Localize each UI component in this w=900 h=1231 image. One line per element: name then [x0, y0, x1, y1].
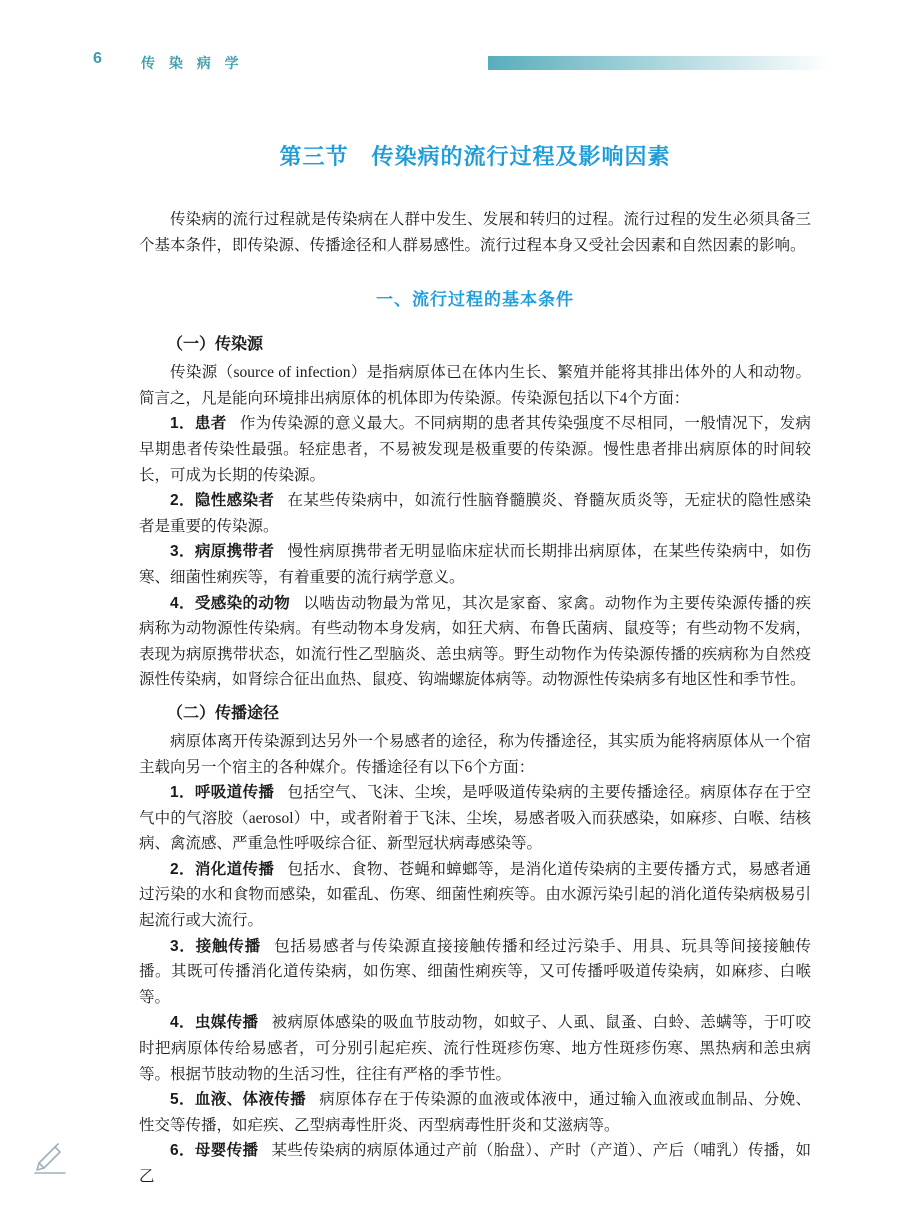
item-label: 4．虫媒传播: [170, 1014, 259, 1032]
item-text: 包括空气、飞沫、尘埃，是呼吸道传染病的主要传播途径。病原体存在于空气中的气溶胶（aerosol）中，或者附着于飞沫、尘埃，易感者吸入而获感染，如麻疹、白喉、结核病、禽流感、严重急性呼吸综合征、新型冠状病毒感染等。: [139, 784, 811, 853]
numbered-item: [139, 1087, 811, 1138]
item-label: 6．母婴传播: [170, 1142, 259, 1160]
numbered-item: [139, 539, 811, 590]
subsection-heading: 一、流行过程的基本条件: [376, 290, 574, 310]
section-title: 第三节 传染病的流行过程及影响因素: [279, 144, 671, 169]
item-label: 3．病原携带者: [170, 543, 275, 561]
numbered-item: [139, 591, 811, 693]
numbered-item: [139, 857, 811, 934]
item-label: 4．受感染的动物: [170, 594, 291, 612]
header-gradient-band: [488, 56, 832, 70]
numbered-item: [139, 1138, 811, 1189]
page-number: 6: [93, 50, 102, 67]
part2-lead-paragraph: 病原体离开传染源到达另外一个易感者的途径，称为传播途径，其实质为能将病原体从一个宿主载向另一个宿主的各种媒介。传播途径有以下6个方面：: [139, 732, 811, 776]
page-content: [139, 140, 811, 1190]
item-label: 5．血液、体液传播: [170, 1091, 307, 1109]
item-label: 3．接触传播: [170, 937, 261, 955]
running-title: 传 染 病 学: [141, 55, 244, 71]
item-text: 病原体存在于传染源的血液或体液中，通过输入血液或血制品、分娩、性交等传播，如疟疾、乙型病毒性肝炎、丙型病毒性肝炎和艾滋病等。: [139, 1091, 811, 1134]
numbered-item: [139, 934, 811, 1011]
item-label: 1．患者: [170, 415, 227, 433]
part2-heading: （二）传播途径: [167, 704, 280, 722]
item-label: 1．呼吸道传播: [170, 784, 275, 802]
item-text: 作为传染源的意义最大。不同病期的患者其传染强度不尽相同，一般情况下，发病早期患者传染性最强。轻症患者，不易被发现是极重要的传染源。慢性患者排出病原体的时间较长，可成为长期的传染源。: [139, 415, 811, 484]
part1-lead-paragraph: 传染源（source of infection）是指病原体已在体内生长、繁殖并能将其排出体外的人和动物。简言之，凡是能向环境排出病原体的机体即为传染源。传染源包括以下4个方面：: [139, 364, 811, 407]
page-header: [0, 0, 900, 76]
numbered-item: [139, 1010, 811, 1087]
item-text: 以啮齿动物最为常见，其次是家畜、家禽。动物作为主要传染源传播的疾病称为动物源性传染病。有些动物本身发病，如狂犬病、布鲁氏菌病、鼠疫等；有些动物不发病，表现为病原携带状态，如流行性乙型脑炎、恙虫病等。野生动物作为传染源传播的疾病称为自然疫源性传染病，如肾综合征出血热、鼠疫、钩端螺旋体病等。动物源性传染病多有地区性和季节性。: [139, 594, 811, 689]
numbered-item: [139, 488, 811, 539]
item-text: 在某些传染病中，如流行性脑脊髓膜炎、脊髓灰质炎等，无症状的隐性感染者是重要的传染源。: [139, 492, 811, 535]
numbered-item: [139, 411, 811, 488]
intro-paragraph: 传染病的流行过程就是传染病在人群中发生、发展和转归的过程。流行过程的发生必须具备三个基本条件，即传染源、传播途径和人群易感性。流行过程本身又受社会因素和自然因素的影响。: [139, 211, 811, 254]
item-text: 某些传染病的病原体通过产前（胎盘）、产时（产道）、产后（哺乳）传播，如乙: [139, 1142, 811, 1185]
numbered-item: [139, 780, 811, 857]
item-label: 2．隐性感染者: [170, 492, 275, 510]
item-text: 包括水、食物、苍蝇和蟑螂等，是消化道传染病的主要传播方式，易感者通过污染的水和食物而感染，如霍乱、伤寒、细菌性痢疾等。由水源污染引起的消化道传染病极易引起流行或大流行。: [139, 860, 811, 930]
part1-heading: （一）传染源: [167, 336, 264, 354]
item-text: 被病原体感染的吸血节肢动物，如蚊子、人虱、鼠蚤、白蛉、恙螨等，于叮咬时把病原体传给易感者，可分别引起疟疾、流行性斑疹伤寒、地方性斑疹伤寒、黑热病和恙虫病等。根据节肢动物的生活习性，往往有严格的季节性。: [139, 1014, 811, 1083]
item-label: 2．消化道传播: [170, 860, 275, 878]
pen-writing-icon: [30, 1136, 70, 1176]
item-text: 包括易感者与传染源直接接触传播和经过污染手、用具、玩具等间接接触传播。其既可传播消化道传染病，如伤寒、细菌性痢疾等，又可传播呼吸道传染病，如麻疹、白喉等。: [139, 937, 811, 1006]
item-text: 慢性病原携带者无明显临床症状而长期排出病原体，在某些传染病中，如伤寒、细菌性痢疾等，有着重要的流行病学意义。: [139, 543, 811, 586]
